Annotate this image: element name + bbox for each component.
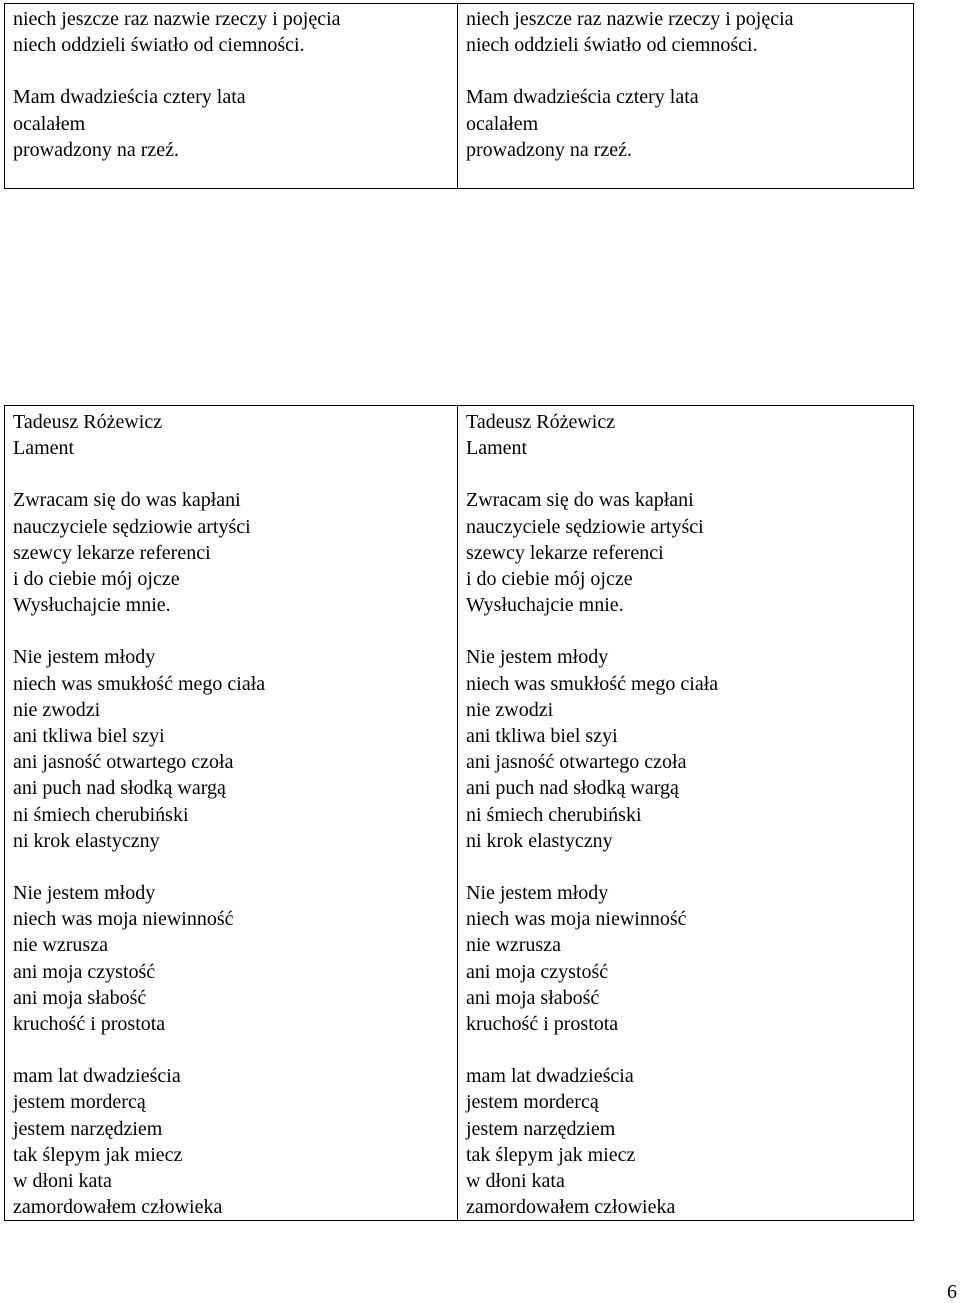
stanza: [466, 84, 905, 163]
poem-line: ocalałem: [466, 112, 539, 135]
poem-line: niech was moja niewinność: [13, 908, 234, 931]
poem-line: ni śmiech cherubiński: [13, 803, 189, 826]
stanza: [13, 84, 449, 163]
poem-line: ani jasność otwartego czoła: [466, 751, 687, 774]
stanza: [13, 6, 449, 58]
poem-line: niech was smukłość mego ciała: [13, 672, 266, 695]
stanza: [466, 1063, 905, 1220]
poem-line: Nie jestem młody: [13, 882, 156, 905]
poem-author: Tadeusz Różewicz: [13, 411, 163, 433]
poem-line: prowadzony na rzeź.: [466, 138, 633, 161]
poem-line: niech oddzieli światło od ciemności.: [13, 34, 305, 57]
stanza: [466, 487, 905, 618]
poem-line: Mam dwadzieścia cztery lata: [13, 86, 246, 109]
top-fragment-table: [4, 3, 914, 189]
poem-line: jestem mordercą: [13, 1091, 146, 1114]
lament-right-cell: [458, 406, 914, 1221]
poem-line: mam lat dwadzieścia: [13, 1065, 181, 1088]
poem-line: Wysłuchajcie mnie.: [466, 594, 624, 617]
poem-header: [466, 409, 905, 461]
stanza: [466, 880, 905, 1037]
poem-line: niech oddzieli światło od ciemności.: [466, 34, 758, 57]
poem-line: niech jeszcze raz nazwie rzeczy i pojęcia: [466, 8, 794, 30]
poem-line: tak ślepym jak miecz: [13, 1143, 183, 1166]
poem-author: Tadeusz Różewicz: [466, 411, 616, 433]
poem-line: ni krok elastyczny: [466, 829, 613, 852]
poem-line: ani tkliwa biel szyi: [13, 725, 165, 748]
poem-line: ocalałem: [13, 112, 86, 135]
poem-line: ani moja czystość: [466, 960, 609, 983]
poem-line: nie wzrusza: [13, 934, 108, 957]
poem-line: w dłoni kata: [13, 1170, 112, 1193]
poem-line: ani puch nad słodką wargą: [466, 777, 679, 800]
page-number: 6: [947, 1281, 957, 1303]
stanza: [13, 880, 449, 1037]
poem-line: kruchość i prostota: [466, 1013, 619, 1036]
poem-line: ani jasność otwartego czoła: [13, 751, 234, 774]
poem-line: mam lat dwadzieścia: [466, 1065, 634, 1088]
poem-header: [13, 409, 449, 461]
poem-line: i do ciebie mój ojcze: [13, 568, 180, 591]
poem-line: ni krok elastyczny: [13, 829, 160, 852]
poem-title: Lament: [466, 437, 528, 460]
poem-line: i do ciebie mój ojcze: [466, 568, 633, 591]
poem-line: Wysłuchajcie mnie.: [13, 594, 171, 617]
poem-line: jestem mordercą: [466, 1091, 599, 1114]
lament-left-cell: [5, 406, 458, 1221]
poem-line: niech jeszcze raz nazwie rzeczy i pojęcia: [13, 8, 341, 30]
poem-line: niech was moja niewinność: [466, 908, 687, 931]
poem-line: nie zwodzi: [13, 698, 101, 721]
poem-line: Nie jestem młody: [13, 646, 156, 669]
stanza: [466, 6, 905, 58]
stanza: [13, 644, 449, 854]
poem-line: w dłoni kata: [466, 1170, 565, 1193]
poem-line: prowadzony na rzeź.: [13, 138, 180, 161]
poem-line: ani moja słabość: [466, 986, 600, 1009]
poem-line: nie wzrusza: [466, 934, 561, 957]
poem-line: Nie jestem młody: [466, 882, 609, 905]
poem-line: szewcy lekarze referenci: [466, 541, 664, 564]
poem-line: ani moja słabość: [13, 986, 147, 1009]
top-left-cell: [5, 4, 458, 189]
poem-line: Mam dwadzieścia cztery lata: [466, 86, 699, 109]
poem-line: jestem narzędziem: [466, 1117, 616, 1140]
poem-line: kruchość i prostota: [13, 1013, 166, 1036]
stanza: [13, 487, 449, 618]
poem-line: Nie jestem młody: [466, 646, 609, 669]
poem-line: nauczyciele sędziowie artyści: [466, 515, 704, 538]
poem-line: Zwracam się do was kapłani: [13, 489, 241, 512]
poem-line: tak ślepym jak miecz: [466, 1143, 636, 1166]
poem-line: zamordowałem człowieka: [466, 1196, 676, 1219]
poem-line: ani tkliwa biel szyi: [466, 725, 618, 748]
poem-line: nie zwodzi: [466, 698, 554, 721]
poem-line: ani puch nad słodką wargą: [13, 777, 226, 800]
lament-table: [4, 405, 914, 1221]
poem-line: nauczyciele sędziowie artyści: [13, 515, 251, 538]
poem-line: niech was smukłość mego ciała: [466, 672, 719, 695]
poem-line: zamordowałem człowieka: [13, 1196, 223, 1219]
top-right-cell: [458, 4, 914, 189]
poem-line: szewcy lekarze referenci: [13, 541, 211, 564]
stanza: [13, 1063, 449, 1220]
poem-line: Zwracam się do was kapłani: [466, 489, 694, 512]
poem-line: ani moja czystość: [13, 960, 156, 983]
stanza: [466, 644, 905, 854]
poem-title: Lament: [13, 437, 75, 460]
poem-line: ni śmiech cherubiński: [466, 803, 642, 826]
poem-line: jestem narzędziem: [13, 1117, 163, 1140]
